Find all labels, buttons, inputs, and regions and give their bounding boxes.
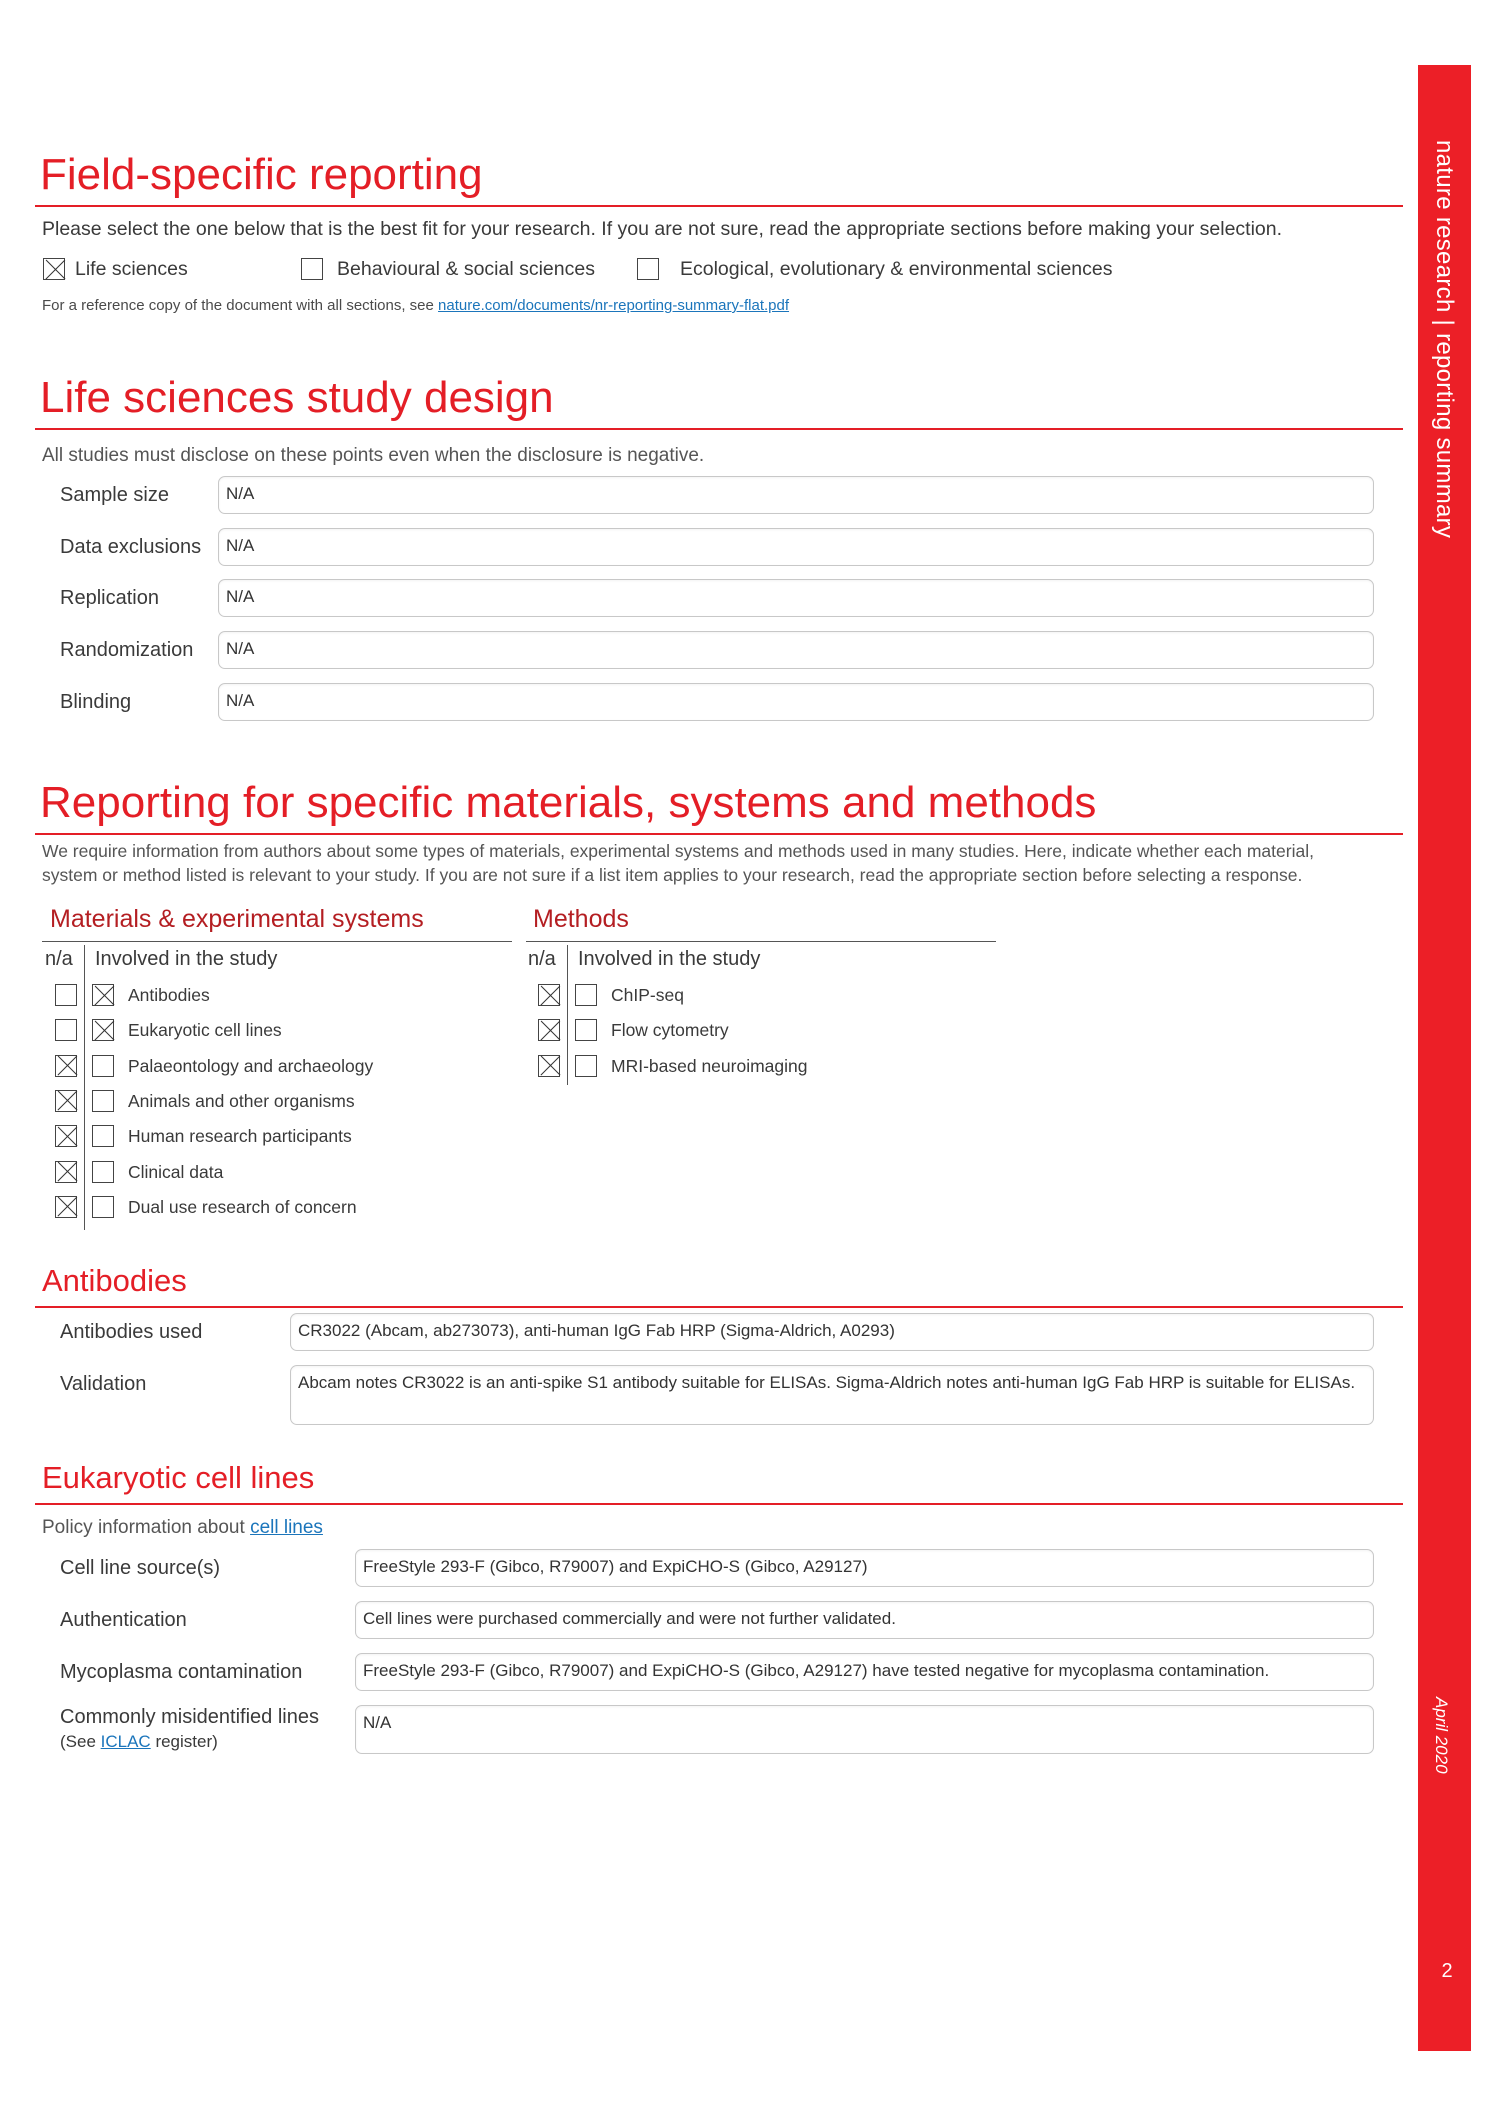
reference-text: For a reference copy of the document with all sections, see bbox=[42, 297, 439, 314]
materials-na-checkbox[interactable] bbox=[55, 1196, 77, 1218]
materials-na-checkbox[interactable] bbox=[55, 984, 77, 1006]
methods-heading: Methods bbox=[533, 905, 629, 933]
materials-item-label: Eukaryotic cell lines bbox=[128, 1020, 282, 1041]
cell-lines-policy bbox=[42, 1517, 323, 1539]
materials-involved-checkbox[interactable] bbox=[92, 1125, 114, 1147]
behavioural-checkbox[interactable] bbox=[301, 258, 323, 280]
page-number: 2 bbox=[1441, 1960, 1453, 1982]
methods-involved-header: Involved in the study bbox=[578, 948, 761, 970]
materials-involved-checkbox[interactable] bbox=[92, 1161, 114, 1183]
replication-field[interactable]: N/A bbox=[218, 579, 1374, 617]
misidentified-label: Commonly misidentified lines bbox=[60, 1706, 319, 1728]
data-exclusions-field[interactable]: N/A bbox=[218, 528, 1374, 566]
field-specific-title: Field-specific reporting bbox=[40, 150, 483, 199]
authentication-label: Authentication bbox=[60, 1609, 187, 1631]
misid-sub-pre: (See bbox=[60, 1732, 101, 1751]
materials-item-label: Antibodies bbox=[128, 985, 210, 1005]
methods-involved-checkbox[interactable] bbox=[575, 1019, 597, 1041]
mycoplasma-label: Mycoplasma contamination bbox=[60, 1661, 303, 1683]
methods-item-label: Flow cytometry bbox=[611, 1020, 729, 1041]
reference-note bbox=[42, 297, 789, 314]
materials-na-header: n/a bbox=[45, 948, 73, 970]
iclac-link[interactable]: ICLAC bbox=[100, 1732, 151, 1751]
randomization-label: Randomization bbox=[60, 639, 194, 661]
title-rule bbox=[35, 833, 1403, 835]
materials-heading: Materials & experimental systems bbox=[50, 905, 424, 933]
specific-intro-line1: We require information from authors about some types of materials, experimental systems and methods used in many studies. Here, indicate whether each material, bbox=[42, 841, 1314, 861]
cell-lines-title: Eukaryotic cell lines bbox=[42, 1460, 315, 1495]
journal-title: nature research | reporting summary bbox=[1431, 140, 1458, 539]
methods-divider bbox=[567, 945, 568, 1085]
mycoplasma-field[interactable]: FreeStyle 293-F (Gibco, R79007) and ExpiCHO-S (Gibco, A29127) have tested negative for mycoplasma contamination. bbox=[355, 1653, 1374, 1691]
materials-involved-checkbox[interactable] bbox=[92, 1055, 114, 1077]
materials-involved-header: Involved in the study bbox=[95, 948, 278, 970]
materials-item-label: Clinical data bbox=[128, 1161, 224, 1182]
title-rule bbox=[35, 205, 1403, 207]
methods-item-label: MRI-based neuroimaging bbox=[611, 1055, 808, 1076]
materials-item-label: Dual use research of concern bbox=[128, 1196, 357, 1217]
randomization-field[interactable]: N/A bbox=[218, 631, 1374, 669]
authentication-field[interactable]: Cell lines were purchased commercially and were not further validated. bbox=[355, 1601, 1374, 1639]
cell-lines-policy-link[interactable]: cell lines bbox=[250, 1517, 323, 1538]
specific-reporting-title: Reporting for specific materials, systems and methods bbox=[40, 778, 1097, 827]
materials-na-checkbox[interactable] bbox=[55, 1161, 77, 1183]
methods-involved-checkbox[interactable] bbox=[575, 1055, 597, 1077]
antibodies-title: Antibodies bbox=[42, 1263, 187, 1298]
materials-item-label: Animals and other organisms bbox=[128, 1090, 355, 1111]
materials-na-checkbox[interactable] bbox=[55, 1125, 77, 1147]
sample-size-label: Sample size bbox=[60, 484, 169, 506]
materials-involved-checkbox[interactable] bbox=[92, 984, 114, 1006]
methods-na-header: n/a bbox=[528, 948, 556, 970]
ecological-label: Ecological, evolutionary & environmental sciences bbox=[680, 258, 1113, 280]
materials-divider bbox=[84, 945, 85, 1230]
life-sciences-checkbox[interactable] bbox=[43, 258, 65, 280]
materials-na-checkbox[interactable] bbox=[55, 1019, 77, 1041]
cell-line-source-label: Cell line source(s) bbox=[60, 1557, 221, 1579]
materials-item-label: Human research participants bbox=[128, 1126, 352, 1147]
materials-na-checkbox[interactable] bbox=[55, 1055, 77, 1077]
methods-item-label: ChIP-seq bbox=[611, 985, 684, 1005]
misidentified-field[interactable]: N/A bbox=[355, 1705, 1374, 1754]
antibodies-used-label: Antibodies used bbox=[60, 1321, 203, 1343]
ecological-checkbox[interactable] bbox=[637, 258, 659, 280]
replication-label: Replication bbox=[60, 587, 159, 609]
field-instruction: Please select the one below that is the best fit for your research. If you are not sure, read the appropriate sections before making your selection. bbox=[42, 218, 1283, 240]
methods-na-checkbox[interactable] bbox=[538, 1055, 560, 1077]
misidentified-sublabel bbox=[60, 1732, 218, 1752]
section-rule bbox=[35, 1503, 1403, 1505]
validation-field[interactable]: Abcam notes CR3022 is an anti-spike S1 antibody suitable for ELISAs. Sigma-Aldrich notes anti-human IgG Fab HRP is suitable for ELISAs. bbox=[290, 1365, 1374, 1425]
study-design-title: Life sciences study design bbox=[40, 373, 554, 422]
materials-involved-checkbox[interactable] bbox=[92, 1196, 114, 1218]
blinding-label: Blinding bbox=[60, 691, 132, 713]
materials-rule bbox=[42, 941, 512, 942]
data-exclusions-label: Data exclusions bbox=[60, 536, 202, 558]
methods-na-checkbox[interactable] bbox=[538, 1019, 560, 1041]
sample-size-field[interactable]: N/A bbox=[218, 476, 1374, 514]
materials-item-label: Palaeontology and archaeology bbox=[128, 1055, 374, 1076]
section-rule bbox=[35, 1306, 1403, 1308]
methods-involved-checkbox[interactable] bbox=[575, 984, 597, 1006]
blinding-field[interactable]: N/A bbox=[218, 683, 1374, 721]
cell-line-source-field[interactable]: FreeStyle 293-F (Gibco, R79007) and ExpiCHO-S (Gibco, A29127) bbox=[355, 1549, 1374, 1587]
study-design-intro: All studies must disclose on these points even when the disclosure is negative. bbox=[42, 445, 705, 466]
materials-involved-checkbox[interactable] bbox=[92, 1019, 114, 1041]
validation-label: Validation bbox=[60, 1373, 147, 1395]
methods-rule bbox=[526, 941, 996, 942]
document-date: April 2020 bbox=[1432, 1697, 1451, 1774]
behavioural-label: Behavioural & social sciences bbox=[337, 258, 595, 280]
specific-intro-line2: system or method listed is relevant to your study. If you are not sure if a list item applies to your research, read the appropriate section before selecting a response. bbox=[42, 865, 1303, 885]
methods-na-checkbox[interactable] bbox=[538, 984, 560, 1006]
title-rule bbox=[35, 428, 1403, 430]
life-sciences-label: Life sciences bbox=[75, 258, 188, 280]
materials-involved-checkbox[interactable] bbox=[92, 1090, 114, 1112]
policy-text: Policy information about bbox=[42, 1517, 251, 1538]
misid-sub-post: register) bbox=[150, 1732, 218, 1751]
materials-na-checkbox[interactable] bbox=[55, 1090, 77, 1112]
antibodies-used-field[interactable]: CR3022 (Abcam, ab273073), anti-human IgG Fab HRP (Sigma-Aldrich, A0293) bbox=[290, 1313, 1374, 1351]
reference-link[interactable]: nature.com/documents/nr-reporting-summary-flat.pdf bbox=[438, 297, 790, 314]
